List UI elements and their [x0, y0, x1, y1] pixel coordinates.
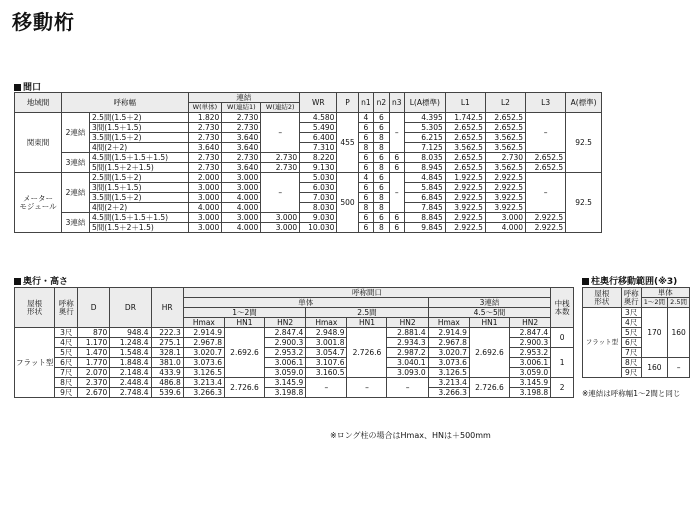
n2-cell: 8	[374, 133, 389, 143]
hn1-cell: 2.726.6	[469, 378, 509, 398]
d-cell: 870	[78, 328, 110, 338]
header-nominal-depth: 呼称 奥行	[621, 288, 641, 308]
table-row	[15, 203, 602, 213]
l3-cell: 2.652.5	[526, 153, 566, 163]
header-w-join2: W(連結2)	[261, 103, 300, 113]
dr-cell: 2.148.4	[110, 368, 151, 378]
l1-cell: 2.922.5	[445, 213, 485, 223]
hn2-cell: 2.987.2	[387, 348, 428, 358]
range-cell: 170	[641, 308, 668, 358]
w-join1-cell: 2.730	[222, 113, 261, 123]
hn2-cell: 3.006.1	[264, 358, 305, 368]
l2-cell: 3.000	[485, 213, 525, 223]
hn1-cell: 2.726.6	[347, 328, 387, 378]
header-region: 地域間	[15, 93, 62, 113]
depth-cell: 8尺	[621, 358, 641, 368]
hn2-cell: 3.040.1	[387, 358, 428, 368]
dash-cell: –	[261, 113, 300, 153]
hn2-cell: 3.059.0	[264, 368, 305, 378]
hn2-cell: 3.093.0	[387, 368, 428, 378]
header-p: P	[337, 93, 358, 113]
l1-cell: 2.652.5	[445, 163, 485, 173]
table-row	[15, 163, 602, 173]
width-cell: 2.5間(1.5＋2)	[90, 113, 189, 123]
hmax-cell: 2.967.8	[428, 338, 469, 348]
mid-count-cell: 0	[551, 328, 574, 348]
header-hn2: HN2	[387, 318, 428, 328]
depth-cell: 9尺	[621, 368, 641, 378]
table-row	[15, 143, 602, 153]
l1-cell: 2.922.5	[445, 223, 485, 233]
l2-cell: 2.922.5	[485, 183, 525, 193]
w-join2-cell: 3.000	[261, 223, 300, 233]
n1-cell: 4	[358, 173, 373, 183]
hn2-cell: 3.198.8	[509, 388, 550, 398]
dr-cell: 1.548.4	[110, 348, 151, 358]
l2-cell: 2.652.5	[485, 113, 525, 123]
width-cell: 3.5間(1.5＋2)	[90, 193, 189, 203]
header-dr: DR	[110, 288, 151, 328]
n2-cell: 8	[374, 163, 389, 173]
mid-count-cell: 1	[551, 348, 574, 378]
l1-cell: 2.652.5	[445, 133, 485, 143]
header-n2: n2	[374, 93, 389, 113]
header-a: A(標準)	[566, 93, 602, 113]
hmax-cell: 3.126.5	[428, 368, 469, 378]
a-cell: 92.5	[566, 173, 602, 233]
header-w-join1: W(連結1)	[222, 103, 261, 113]
region-meter: メーター モジュール	[15, 173, 62, 233]
l3-cell: 2.922.5	[526, 223, 566, 233]
l3-cell: 2.652.5	[526, 163, 566, 173]
dash-cell: –	[347, 378, 387, 398]
wr-cell: 9.130	[300, 163, 337, 173]
l1-cell: 3.562.5	[445, 143, 485, 153]
l1-cell: 1.742.5	[445, 113, 485, 123]
w-join1-cell: 2.730	[222, 153, 261, 163]
d-cell: 2.370	[78, 378, 110, 388]
depth-cell: 8尺	[55, 378, 78, 388]
w-join1-cell: 3.640	[222, 133, 261, 143]
header-single: 単体	[641, 288, 689, 298]
l2-cell: 3.562.5	[485, 163, 525, 173]
l1-cell: 3.922.5	[445, 203, 485, 213]
p-cell: 455	[337, 113, 358, 173]
dash-cell: –	[668, 358, 690, 378]
n3-cell: 6	[389, 223, 404, 233]
section-depth-title: 奥行・高さ	[14, 274, 68, 287]
hn2-cell: 3.198.8	[264, 388, 305, 398]
w-join1-cell: 3.000	[222, 173, 261, 183]
w-join1-cell: 4.000	[222, 203, 261, 213]
depth-cell: 6尺	[55, 358, 78, 368]
n1-cell: 6	[358, 183, 373, 193]
width-cell: 3.5間(1.5＋2)	[90, 133, 189, 143]
joined-note: ※連結は呼称幅1〜2間と同じ	[582, 389, 681, 398]
wr-cell: 4.580	[300, 113, 337, 123]
hn2-cell: 2.953.2	[509, 348, 550, 358]
n2-cell: 6	[374, 123, 389, 133]
square-bullet-icon	[14, 278, 21, 285]
la-cell: 4.845	[404, 173, 445, 183]
join-2: 2連結	[62, 113, 90, 153]
hmax-cell: 3.213.4	[183, 378, 224, 388]
depth-cell: 7尺	[55, 368, 78, 378]
la-cell: 8.845	[404, 213, 445, 223]
header-g2: 2.5間	[306, 308, 428, 318]
hmax-cell: 3.107.6	[306, 358, 347, 368]
depth-height-table	[14, 287, 574, 398]
dash-cell: –	[389, 173, 404, 213]
dash-cell: –	[389, 113, 404, 153]
w-single-cell: 2.730	[188, 163, 222, 173]
l2-cell: 3.562.5	[485, 133, 525, 143]
hmax-cell: 3.266.3	[428, 388, 469, 398]
l1-cell: 2.922.5	[445, 183, 485, 193]
w-join2-cell: 2.730	[261, 153, 300, 163]
w-join1-cell: 3.000	[222, 183, 261, 193]
dash-cell: –	[261, 173, 300, 213]
header-triple: 3連結	[428, 298, 550, 308]
page-title: 移動桁	[12, 10, 75, 34]
n1-cell: 8	[358, 203, 373, 213]
depth-cell: 4尺	[621, 318, 641, 328]
header-n3: n3	[389, 93, 404, 113]
header-la: L(A標準)	[404, 93, 445, 113]
hn2-cell: 3.006.1	[509, 358, 550, 368]
n2-cell: 6	[374, 113, 389, 123]
l2-cell: 2.922.5	[485, 173, 525, 183]
hn1-cell: 2.692.6	[469, 328, 509, 378]
depth-cell: 7尺	[621, 348, 641, 358]
dash-cell: –	[526, 113, 566, 153]
header-w-single: W(単体)	[188, 103, 222, 113]
table-row	[15, 213, 602, 223]
l2-cell: 3.562.5	[485, 143, 525, 153]
hr-cell: 381.0	[151, 358, 183, 368]
join-3: 3連結	[62, 153, 90, 173]
table-row	[15, 183, 602, 193]
post-range-table	[582, 287, 690, 378]
w-single-cell: 2.730	[188, 123, 222, 133]
d-cell: 1.770	[78, 358, 110, 368]
header-c1: 1〜2間	[641, 298, 668, 308]
header-roof-shape: 屋根 形状	[583, 288, 622, 308]
hn2-cell: 2.900.3	[264, 338, 305, 348]
dr-cell: 948.4	[110, 328, 151, 338]
hn2-cell: 3.145.9	[509, 378, 550, 388]
hr-cell: 275.1	[151, 338, 183, 348]
l3-cell: 2.922.5	[526, 213, 566, 223]
range-cell: 160	[641, 358, 668, 378]
header-joined: 連結	[188, 93, 300, 103]
d-cell: 1.170	[78, 338, 110, 348]
hmax-cell: 2.967.8	[183, 338, 224, 348]
table-row	[15, 123, 602, 133]
dash-cell: –	[526, 173, 566, 213]
header-hr: HR	[151, 288, 183, 328]
table-row	[583, 308, 690, 318]
hn2-cell: 3.059.0	[509, 368, 550, 378]
depth-cell: 5尺	[55, 348, 78, 358]
header-hmax: Hmax	[306, 318, 347, 328]
section-frontage-title: 間口	[14, 80, 41, 93]
la-cell: 5.305	[404, 123, 445, 133]
hn1-cell: 2.726.6	[225, 378, 265, 398]
width-cell: 5間(1.5＋2＋1.5)	[90, 223, 189, 233]
l2-cell: 2.730	[485, 153, 525, 163]
w-join1-cell: 3.640	[222, 163, 261, 173]
p-cell: 500	[337, 173, 358, 233]
w-single-cell: 3.000	[188, 213, 222, 223]
header-g1: 1〜2間	[183, 308, 305, 318]
square-bullet-icon	[14, 84, 21, 91]
n2-cell: 6	[374, 213, 389, 223]
hmax-cell: 2.914.9	[183, 328, 224, 338]
join-2: 2連結	[62, 173, 90, 213]
width-cell: 5間(1.5＋2＋1.5)	[90, 163, 189, 173]
header-n1: n1	[358, 93, 373, 113]
header-l1: L1	[445, 93, 485, 113]
depth-cell: 4尺	[55, 338, 78, 348]
n1-cell: 6	[358, 223, 373, 233]
header-c2: 2.5間	[668, 298, 690, 308]
n1-cell: 6	[358, 193, 373, 203]
n1-cell: 6	[358, 123, 373, 133]
n2-cell: 8	[374, 223, 389, 233]
header-hn2: HN2	[509, 318, 550, 328]
n3-cell: 6	[389, 163, 404, 173]
wr-cell: 9.030	[300, 213, 337, 223]
w-single-cell: 3.000	[188, 183, 222, 193]
header-single: 単体	[183, 298, 428, 308]
hmax-cell: 2.948.9	[306, 328, 347, 338]
n1-cell: 4	[358, 113, 373, 123]
depth-cell: 9尺	[55, 388, 78, 398]
range-cell: 160	[668, 308, 690, 358]
depth-cell: 3尺	[55, 328, 78, 338]
header-l2: L2	[485, 93, 525, 113]
w-single-cell: 1.820	[188, 113, 222, 123]
header-g3: 4.5〜5間	[428, 308, 550, 318]
header-hmax: Hmax	[428, 318, 469, 328]
region-kanto: 関東間	[15, 113, 62, 173]
width-cell: 4間(2＋2)	[90, 143, 189, 153]
wr-cell: 7.310	[300, 143, 337, 153]
hn1-cell: 2.692.6	[225, 328, 265, 378]
l2-cell: 2.652.5	[485, 123, 525, 133]
depth-cell: 3尺	[621, 308, 641, 318]
la-cell: 7.845	[404, 203, 445, 213]
header-d: D	[78, 288, 110, 328]
roof-type: フラット型	[583, 308, 622, 378]
hr-cell: 222.3	[151, 328, 183, 338]
table-row	[15, 223, 602, 233]
hmax-cell: 3.266.3	[183, 388, 224, 398]
header-nominal-depth: 呼称 奥行	[55, 288, 78, 328]
l1-cell: 2.922.5	[445, 193, 485, 203]
header-l3: L3	[526, 93, 566, 113]
l2-cell: 3.922.5	[485, 193, 525, 203]
d-cell: 1.470	[78, 348, 110, 358]
hr-cell: 486.8	[151, 378, 183, 388]
n2-cell: 8	[374, 193, 389, 203]
la-cell: 6.845	[404, 193, 445, 203]
width-cell: 3間(1.5＋1.5)	[90, 183, 189, 193]
w-join2-cell: 3.000	[261, 213, 300, 223]
l1-cell: 2.652.5	[445, 153, 485, 163]
header-wr: WR	[300, 93, 337, 113]
hn2-cell: 2.953.2	[264, 348, 305, 358]
w-single-cell: 2.000	[188, 173, 222, 183]
roof-type: フラット型	[15, 328, 55, 398]
depth-cell: 5尺	[621, 328, 641, 338]
n2-cell: 6	[374, 183, 389, 193]
la-cell: 8.035	[404, 153, 445, 163]
table-row	[15, 193, 602, 203]
w-single-cell: 2.730	[188, 153, 222, 163]
w-single-cell: 4.000	[188, 203, 222, 213]
header-hn1: HN1	[347, 318, 387, 328]
header-hn1: HN1	[469, 318, 509, 328]
d-cell: 2.070	[78, 368, 110, 378]
w-join1-cell: 3.640	[222, 143, 261, 153]
table-row	[15, 328, 574, 338]
width-cell: 2.5間(1.5＋2)	[90, 173, 189, 183]
square-bullet-icon	[582, 278, 589, 285]
la-cell: 8.945	[404, 163, 445, 173]
header-hn1: HN1	[225, 318, 265, 328]
header-hmax: Hmax	[183, 318, 224, 328]
hr-cell: 539.6	[151, 388, 183, 398]
table-row	[15, 133, 602, 143]
n1-cell: 6	[358, 133, 373, 143]
hmax-cell: 3.020.7	[428, 348, 469, 358]
w-single-cell: 3.000	[188, 223, 222, 233]
a-cell: 92.5	[566, 113, 602, 173]
hn2-cell: 2.934.3	[387, 338, 428, 348]
hn2-cell: 3.145.9	[264, 378, 305, 388]
wr-cell: 10.030	[300, 223, 337, 233]
wr-cell: 8.220	[300, 153, 337, 163]
w-single-cell: 3.640	[188, 143, 222, 153]
wr-cell: 6.400	[300, 133, 337, 143]
dr-cell: 2.448.4	[110, 378, 151, 388]
w-join1-cell: 4.000	[222, 193, 261, 203]
wr-cell: 5.030	[300, 173, 337, 183]
n2-cell: 6	[374, 173, 389, 183]
hr-cell: 328.1	[151, 348, 183, 358]
hmax-cell: 3.020.7	[183, 348, 224, 358]
long-post-note: ※ロング柱の場合はHmax、HNは＋500mm	[330, 431, 491, 440]
header-frontage: 呼称間口	[183, 288, 550, 298]
n3-cell: 6	[389, 153, 404, 163]
width-cell: 3間(1.5＋1.5)	[90, 123, 189, 133]
n2-cell: 8	[374, 203, 389, 213]
table-row	[15, 113, 602, 123]
l2-cell: 3.922.5	[485, 203, 525, 213]
dr-cell: 1.248.4	[110, 338, 151, 348]
w-join2-cell: 2.730	[261, 163, 300, 173]
table-row	[15, 153, 602, 163]
hmax-cell: 3.073.6	[428, 358, 469, 368]
table-row	[15, 173, 602, 183]
hmax-cell: 3.126.5	[183, 368, 224, 378]
dash-cell: –	[387, 378, 428, 398]
la-cell: 7.125	[404, 143, 445, 153]
n1-cell: 6	[358, 213, 373, 223]
la-cell: 5.845	[404, 183, 445, 193]
hn2-cell: 2.900.3	[509, 338, 550, 348]
wr-cell: 8.030	[300, 203, 337, 213]
hmax-cell: 3.160.5	[306, 368, 347, 378]
section-post-range-title: 柱奥行移動範囲(※3)	[582, 274, 677, 287]
hn2-cell: 2.881.4	[387, 328, 428, 338]
join-3: 3連結	[62, 213, 90, 233]
w-join1-cell: 3.000	[222, 213, 261, 223]
n2-cell: 6	[374, 153, 389, 163]
n1-cell: 6	[358, 153, 373, 163]
w-single-cell: 2.730	[188, 133, 222, 143]
header-hn2: HN2	[264, 318, 305, 328]
hmax-cell: 3.213.4	[428, 378, 469, 388]
header-width: 呼称幅	[62, 93, 189, 113]
l2-cell: 4.000	[485, 223, 525, 233]
wr-cell: 6.030	[300, 183, 337, 193]
la-cell: 4.395	[404, 113, 445, 123]
w-single-cell: 3.000	[188, 193, 222, 203]
dr-cell: 2.748.4	[110, 388, 151, 398]
hn2-cell: 2.847.4	[509, 328, 550, 338]
depth-cell: 6尺	[621, 338, 641, 348]
mid-count-cell: 2	[551, 378, 574, 398]
table-row	[15, 378, 574, 388]
n1-cell: 8	[358, 143, 373, 153]
la-cell: 9.845	[404, 223, 445, 233]
l1-cell: 2.652.5	[445, 123, 485, 133]
w-join1-cell: 2.730	[222, 123, 261, 133]
width-cell: 4間(2＋2)	[90, 203, 189, 213]
hmax-cell: 3.054.7	[306, 348, 347, 358]
hmax-cell: 3.001.8	[306, 338, 347, 348]
dr-cell: 1.848.4	[110, 358, 151, 368]
header-roof-shape: 屋根 形状	[15, 288, 55, 328]
dash-cell: –	[306, 378, 347, 398]
hn2-cell: 2.847.4	[264, 328, 305, 338]
n3-cell: 6	[389, 213, 404, 223]
hr-cell: 433.9	[151, 368, 183, 378]
width-cell: 4.5間(1.5＋1.5＋1.5)	[90, 153, 189, 163]
d-cell: 2.670	[78, 388, 110, 398]
frontage-table	[14, 92, 602, 233]
l1-cell: 1.922.5	[445, 173, 485, 183]
header-mid-count: 中桟 本数	[551, 288, 574, 328]
n1-cell: 6	[358, 163, 373, 173]
w-join1-cell: 4.000	[222, 223, 261, 233]
hmax-cell: 2.914.9	[428, 328, 469, 338]
wr-cell: 7.030	[300, 193, 337, 203]
n2-cell: 8	[374, 143, 389, 153]
wr-cell: 5.490	[300, 123, 337, 133]
la-cell: 6.215	[404, 133, 445, 143]
hmax-cell: 3.073.6	[183, 358, 224, 368]
width-cell: 4.5間(1.5＋1.5＋1.5)	[90, 213, 189, 223]
